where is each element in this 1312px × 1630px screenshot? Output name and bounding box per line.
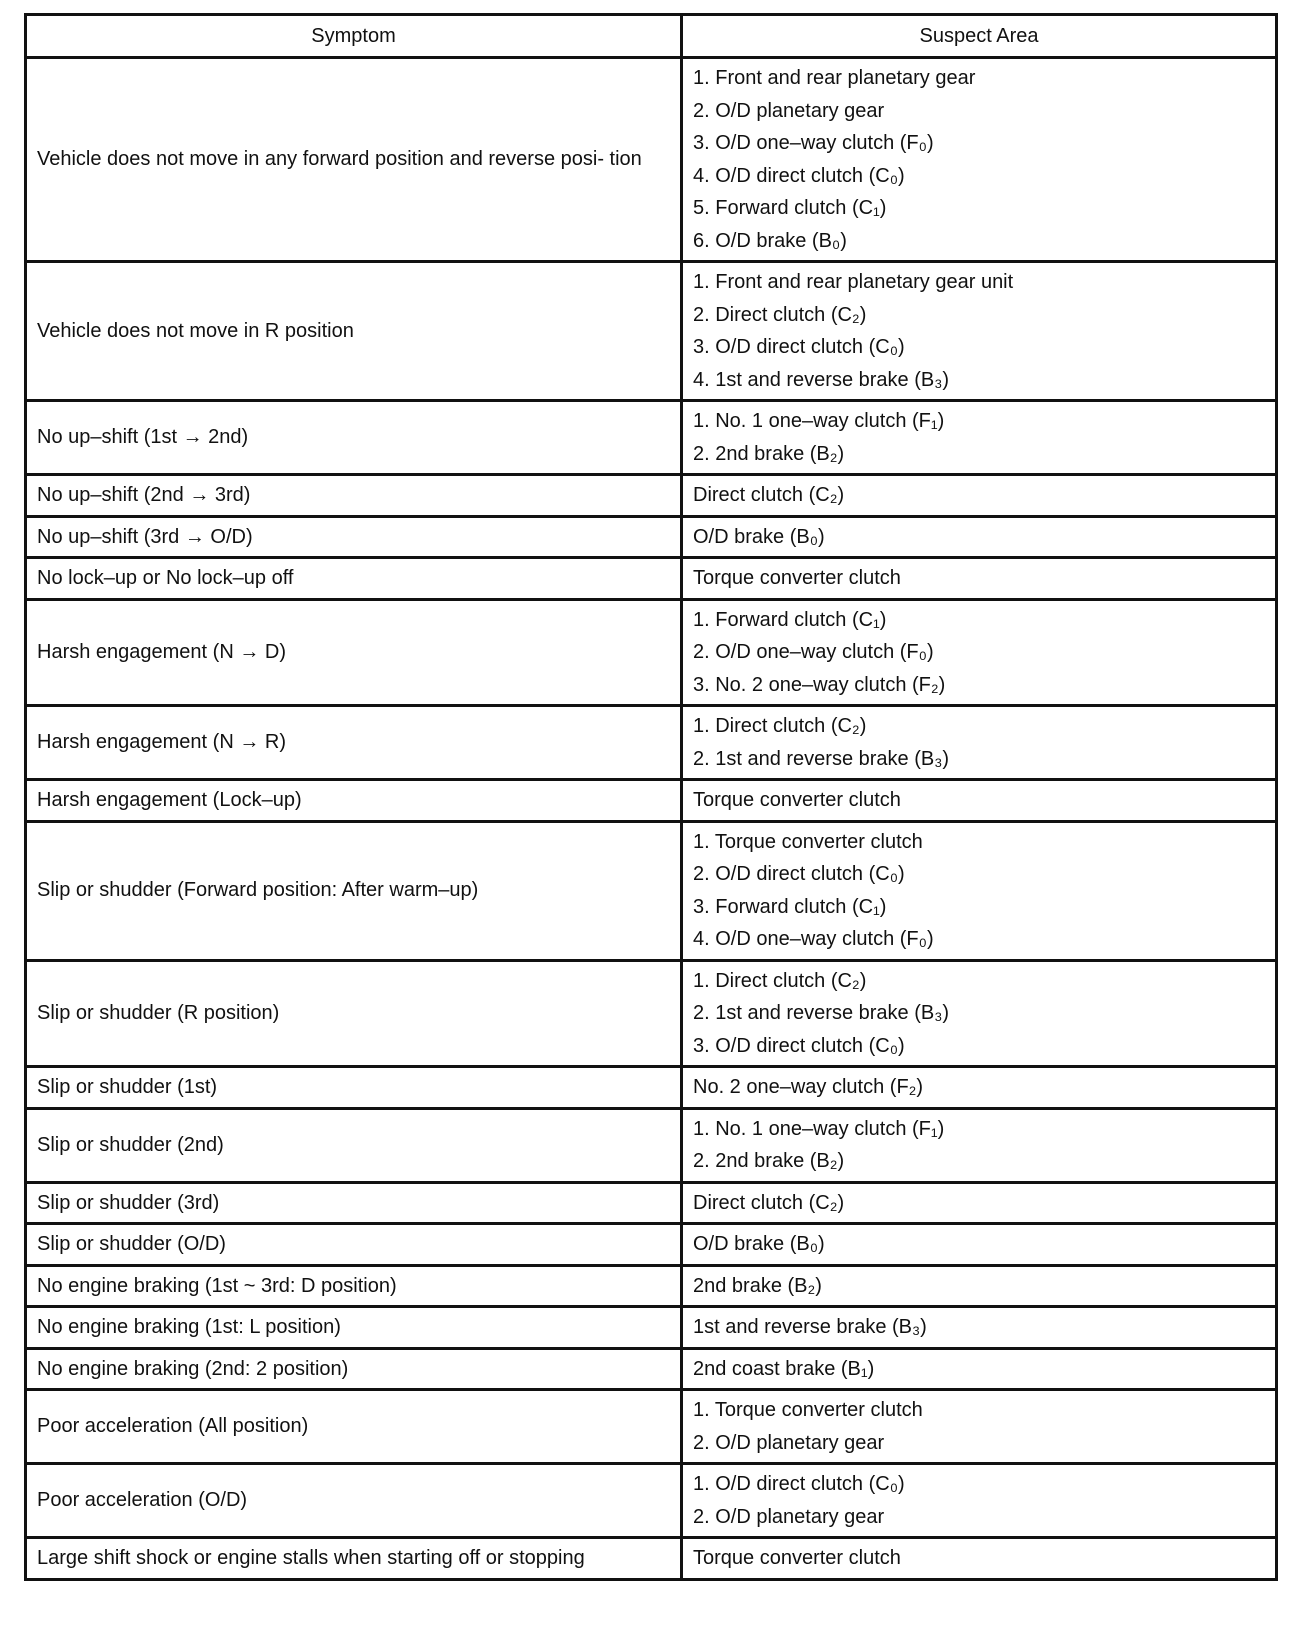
suspect-area-item: 4. O/D one–way clutch (F₀) [693,928,934,950]
suspect-area-item: 4. 1st and reverse brake (B₃) [693,368,950,391]
symptom-text: Large shift shock or engine stalls when starting off or stopping [37,1547,585,1569]
suspect-area-item: No. 2 one–way clutch (F₂) [693,1076,924,1098]
table-row [26,558,1277,600]
table-row [26,1464,1277,1538]
suspect-area-item: 1. No. 1 one–way clutch (F₁) [693,410,945,432]
suspect-area-cell [682,401,1277,475]
suspect-area-item: Torque converter clutch [693,789,901,811]
table-row [26,599,1277,706]
symptom-text: No up–shift (3rd → O/D) [37,525,253,548]
suspect-area-item: 3. Forward clutch (C₁) [693,895,887,918]
symptom-cell [26,1348,682,1390]
suspect-area-item: 2. O/D one–way clutch (F₀) [693,641,934,663]
suspect-area-cell [682,1348,1277,1390]
suspect-area-item: 2. Direct clutch (C₂) [693,303,867,326]
symptom-cell [26,516,682,558]
symptom-text: Harsh engagement (Lock–up) [37,789,302,811]
symptom-text: Slip or shudder (3rd) [37,1191,220,1214]
table-row [26,1108,1277,1182]
table-row [26,1307,1277,1349]
suspect-area-cell [682,1538,1277,1580]
symptom-text: Harsh engagement (N → R) [37,731,286,754]
suspect-area-cell [682,475,1277,517]
suspect-area-item: O/D brake (B₀) [693,1233,825,1255]
table-row [26,1182,1277,1224]
suspect-area-cell [682,821,1277,960]
suspect-area-item: 6. O/D brake (B₀) [693,229,847,252]
symptom-cell [26,558,682,600]
suspect-area-item: 1. Front and rear planetary gear unit [693,271,1014,293]
suspect-area-cell [682,1464,1277,1538]
suspect-area-item: 2. 1st and reverse brake (B₃) [693,1002,950,1024]
symptom-cell [26,1108,682,1182]
suspect-area-item: 1. Forward clutch (C₁) [693,608,887,631]
symptom-text: Slip or shudder (R position) [37,1002,280,1024]
suspect-area-cell [682,1307,1277,1349]
suspect-area-cell [682,1067,1277,1109]
suspect-area-item: 1. Front and rear planetary gear [693,67,976,89]
suspect-area-item: 2. O/D planetary gear [693,99,885,122]
symptom-text: No lock–up or No lock–up off [37,567,294,589]
suspect-area-item: 2. O/D planetary gear [693,1505,885,1528]
table-row [26,780,1277,822]
symptom-text: Slip or shudder (2nd) [37,1133,224,1156]
suspect-area-item: 1. O/D direct clutch (C₀) [693,1473,905,1495]
suspect-area-item: 2. 2nd brake (B₂) [693,1150,845,1172]
table-row [26,1390,1277,1464]
symptom-text: Harsh engagement (N → D) [37,641,286,663]
suspect-area-item: 1. No. 1 one–way clutch (F₁) [693,1117,945,1140]
table-row [26,401,1277,475]
symptom-text: Slip or shudder (1st) [37,1076,218,1098]
suspect-area-column-header: Suspect Area [682,15,1277,58]
suspect-area-item: 2. O/D direct clutch (C₀) [693,863,905,885]
symptom-cell [26,262,682,401]
suspect-area-cell [682,780,1277,822]
suspect-area-item: 1. Torque converter clutch [693,830,923,853]
symptom-cell [26,599,682,706]
symptom-cell [26,475,682,517]
symptom-text: Slip or shudder (O/D) [37,1233,226,1255]
symptom-cell [26,401,682,475]
suspect-area-item: Torque converter clutch [693,1547,901,1569]
suspect-area-item: 2nd coast brake (B₁) [693,1357,875,1380]
symptom-text: No up–shift (1st → 2nd) [37,426,249,449]
suspect-area-cell [682,516,1277,558]
symptom-cell [26,780,682,822]
symptom-cell [26,1464,682,1538]
symptom-text: No up–shift (2nd → 3rd) [37,484,251,506]
table-row [26,706,1277,780]
table-row [26,1067,1277,1109]
suspect-area-item: Torque converter clutch [693,567,901,589]
suspect-area-cell [682,1265,1277,1307]
symptom-text: No engine braking (1st: L position) [37,1316,341,1338]
suspect-area-cell [682,960,1277,1067]
table-row [26,1265,1277,1307]
table-row [26,821,1277,960]
suspect-area-item: 5. Forward clutch (C₁) [693,197,887,219]
symptom-text: Vehicle does not move in R position [37,319,354,342]
symptom-cell [26,1182,682,1224]
table-row [26,1538,1277,1580]
symptom-cell [26,1067,682,1109]
suspect-area-item: 1st and reverse brake (B₃) [693,1316,927,1338]
suspect-area-cell [682,1108,1277,1182]
symptom-cell [26,1538,682,1580]
symptom-cell [26,821,682,960]
symptom-cell [26,960,682,1067]
suspect-area-cell [682,558,1277,600]
symptom-cell [26,1224,682,1266]
symptom-text: Vehicle does not move in any forward position and reverse posi- tion [37,148,642,171]
suspect-area-cell [682,1390,1277,1464]
suspect-area-item: 1. Torque converter clutch [693,1399,923,1421]
suspect-area-cell [682,262,1277,401]
table-row [26,960,1277,1067]
symptom-text: Slip or shudder (Forward position: After warm–up) [37,879,479,902]
suspect-area-cell [682,706,1277,780]
symptom-cell [26,58,682,262]
suspect-area-item: Direct clutch (C₂) [693,1191,845,1214]
symptom-cell [26,1265,682,1307]
suspect-area-item: 2. O/D planetary gear [693,1431,885,1454]
suspect-area-item: Direct clutch (C₂) [693,484,845,506]
table-row [26,1348,1277,1390]
symptom-text: No engine braking (2nd: 2 position) [37,1357,349,1380]
symptom-cell [26,706,682,780]
suspect-area-item: 3. O/D one–way clutch (F₀) [693,132,934,154]
suspect-area-cell [682,1224,1277,1266]
table-row [26,262,1277,401]
suspect-area-item: O/D brake (B₀) [693,525,825,548]
suspect-area-item: 3. No. 2 one–way clutch (F₂) [693,673,946,696]
suspect-area-item: 3. O/D direct clutch (C₀) [693,336,905,358]
symptom-text: Poor acceleration (All position) [37,1415,309,1438]
suspect-area-item: 2nd brake (B₂) [693,1274,822,1297]
table-header-row [26,15,1277,58]
suspect-area-cell [682,599,1277,706]
suspect-area-item: 4. O/D direct clutch (C₀) [693,164,905,187]
table-row [26,1224,1277,1266]
table-row [26,516,1277,558]
symptom-text: No engine braking (1st ~ 3rd: D position) [37,1274,397,1297]
suspect-area-item: 2. 2nd brake (B₂) [693,442,845,465]
symptom-table [24,13,1278,1581]
suspect-area-item: 1. Direct clutch (C₂) [693,715,867,737]
table-row [26,475,1277,517]
symptom-column-header: Symptom [26,15,682,58]
suspect-area-item: 3. O/D direct clutch (C₀) [693,1034,905,1057]
table-row [26,58,1277,262]
symptom-text: Poor acceleration (O/D) [37,1489,248,1512]
suspect-area-cell [682,58,1277,262]
suspect-area-cell [682,1182,1277,1224]
suspect-area-item: 2. 1st and reverse brake (B₃) [693,747,950,770]
suspect-area-item: 1. Direct clutch (C₂) [693,969,867,992]
symptom-cell [26,1390,682,1464]
symptom-cell [26,1307,682,1349]
table-body [26,58,1277,1580]
